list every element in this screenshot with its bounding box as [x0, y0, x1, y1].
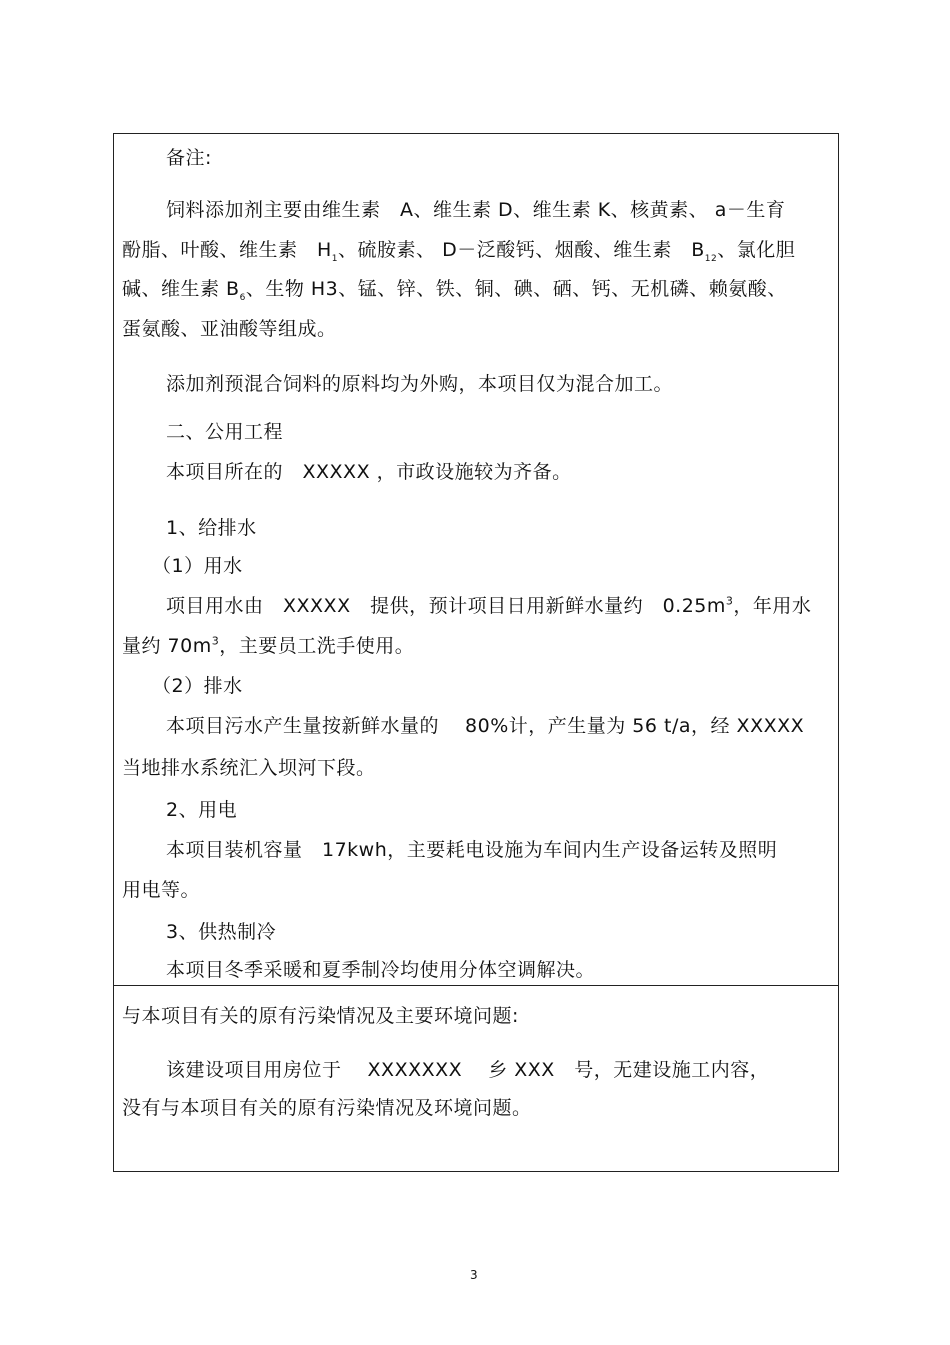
water-heading: 1、给排水: [166, 517, 257, 539]
additive-line-3: 碱、维生素 $B_6$、生物 H3、锰、锌、铁、铜、碘、硒、钙、无机磷、赖氨酸、: [122, 278, 787, 303]
power-line-2: 用电等。: [122, 879, 201, 901]
page-number: 3: [470, 1268, 478, 1282]
section-divider: [113, 985, 839, 986]
water-supply-line-1: 项目用水由 XXXXX 提供，预计项目日用新鲜水量约 $0.25m^3$，年用水: [166, 594, 812, 617]
pollution-line-1: 该建设项目用房位于 XXXXXXX 乡 XXX 号，无建设施工内容，: [166, 1059, 770, 1081]
drainage-line-2: 当地排水系统汇入坝河下段。: [122, 757, 376, 779]
pollution-line-2: 没有与本项目有关的原有污染情况及环境问题。: [122, 1097, 532, 1119]
heating-heading: 3、供热制冷: [166, 921, 277, 943]
location-line: 本项目所在的 XXXXX ，市政设施较为齐备。: [166, 461, 572, 483]
pollution-heading: 与本项目有关的原有污染情况及主要环境问题:: [122, 1005, 519, 1027]
additive-line-2: 酚脂、叶酸、维生素 $H_1$、硫胺素、 D－泛酸钙、烟酸、维生素 $B_{12}$、氯化胆: [122, 239, 796, 264]
drainage-heading: （2）排水: [152, 675, 243, 697]
public-works-heading: 二、公用工程: [166, 421, 284, 443]
note-heading: 备注:: [166, 147, 212, 169]
water-supply-line-2: 量约 $70m^3$，主要员工洗手使用。: [122, 634, 415, 657]
purchase-paragraph: 添加剂预混合饲料的原料均为外购，本项目仅为混合加工。: [166, 373, 674, 395]
drainage-line-1: 本项目污水产生量按新鲜水量的 80%计，产生量为 56 t/a，经 XXXXX: [166, 715, 805, 737]
additive-line-4: 蛋氨酸、亚油酸等组成。: [122, 318, 337, 340]
water-supply-heading: （1）用水: [152, 555, 243, 577]
heating-paragraph: 本项目冬季采暖和夏季制冷均使用分体空调解决。: [166, 959, 596, 981]
power-heading: 2、用电: [166, 799, 238, 821]
additive-line-1: 饲料添加剂主要由维生素 A、维生素 D、维生素 K、核黄素、 a－生育: [166, 199, 786, 221]
power-line-1: 本项目装机容量 17kwh，主要耗电设施为车间内生产设备运转及照明: [166, 839, 778, 861]
